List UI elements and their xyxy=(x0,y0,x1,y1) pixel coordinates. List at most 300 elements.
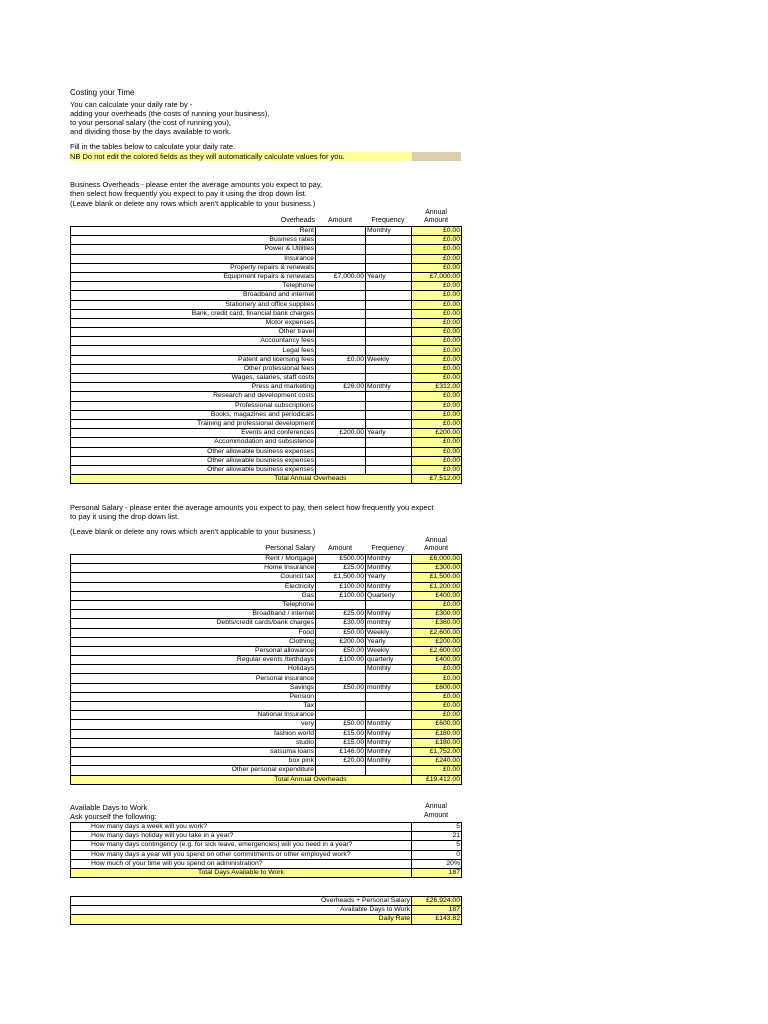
row-label: Research and development costs xyxy=(71,392,316,401)
row-label: Electricity xyxy=(71,582,316,591)
total-row xyxy=(71,475,462,484)
table-row xyxy=(71,674,462,683)
row-label: Other allowable business expenses xyxy=(71,456,316,465)
annual-amount: £300.00 xyxy=(412,564,462,573)
table-row xyxy=(71,619,462,628)
total-row xyxy=(71,868,462,877)
fill-in-instruction: Fill in the tables below to calculate your daily rate. xyxy=(70,142,236,151)
summary-value: 187 xyxy=(412,906,462,915)
frequency-select[interactable]: Monthly xyxy=(366,738,412,747)
amount-input[interactable] xyxy=(316,263,366,272)
frequency-select[interactable] xyxy=(366,766,412,775)
frequency-select[interactable]: Monthly xyxy=(366,227,412,236)
amount-input[interactable]: £100.00 xyxy=(316,591,366,600)
frequency-select[interactable]: Yearly xyxy=(366,429,412,438)
row-label: Personal allowance xyxy=(71,646,316,655)
frequency-select[interactable] xyxy=(366,692,412,701)
amount-input[interactable] xyxy=(316,364,366,373)
amount-input[interactable]: £100.00 xyxy=(316,656,366,665)
frequency-select[interactable]: quarterly xyxy=(366,656,412,665)
amount-input[interactable]: £25.00 xyxy=(316,610,366,619)
amount-input[interactable] xyxy=(316,665,366,674)
nb-note-text: NB Do not edit the colored fields as they will automatically calculate values for you. xyxy=(70,152,345,161)
total-value: £7,512.00 xyxy=(412,475,462,484)
annual-amount: £1,500.00 xyxy=(412,573,462,582)
amount-input[interactable] xyxy=(316,291,366,300)
annual-amount: £0.00 xyxy=(412,300,462,309)
row-label: Business rates xyxy=(71,236,316,245)
annual-amount: £0.00 xyxy=(412,328,462,337)
frequency-select[interactable]: Weekly xyxy=(366,628,412,637)
overheads-header-annual: Annual xyxy=(425,209,447,216)
table-row xyxy=(71,383,462,392)
annual-amount: £0.00 xyxy=(412,674,462,683)
table-row xyxy=(71,665,462,674)
annual-amount: £0.00 xyxy=(412,600,462,609)
row-label: Accommodation and subsistence xyxy=(71,438,316,447)
amount-input[interactable] xyxy=(316,766,366,775)
table-row xyxy=(71,392,462,401)
table-row xyxy=(71,236,462,245)
amount-input[interactable] xyxy=(316,236,366,245)
row-label: Bank, credit card, financial bank charges xyxy=(71,309,316,318)
table-row xyxy=(71,720,462,729)
amount-input[interactable] xyxy=(316,674,366,683)
annual-amount: £0.00 xyxy=(412,702,462,711)
amount-input[interactable]: £200.00 xyxy=(316,429,366,438)
table-row xyxy=(71,254,462,263)
overheads-intro: Business Overheads - please enter the average amounts you expect to pay, xyxy=(70,180,323,189)
frequency-select[interactable] xyxy=(366,263,412,272)
row-label: Legal fees xyxy=(71,346,316,355)
days-table xyxy=(70,822,462,878)
row-label: Telephone xyxy=(71,600,316,609)
annual-amount: £1,752.00 xyxy=(412,747,462,756)
amount-input[interactable] xyxy=(316,282,366,291)
row-label: studio xyxy=(71,738,316,747)
row-label: Property repairs & renewals xyxy=(71,263,316,272)
table-row xyxy=(71,656,462,665)
frequency-select[interactable] xyxy=(366,300,412,309)
total-label: Total Annual Overheads xyxy=(71,775,412,784)
row-label: Wages, salaries, staff costs xyxy=(71,374,316,383)
table-row xyxy=(71,582,462,591)
amount-input[interactable]: £20.00 xyxy=(316,757,366,766)
row-label: Clothing xyxy=(71,637,316,646)
frequency-select[interactable]: Monthly xyxy=(366,757,412,766)
frequency-select[interactable] xyxy=(366,711,412,720)
frequency-select[interactable]: Monthly xyxy=(366,555,412,564)
table-row xyxy=(71,573,462,582)
frequency-select[interactable] xyxy=(366,236,412,245)
row-label: Home Insurance xyxy=(71,564,316,573)
table-row xyxy=(71,419,462,428)
salary-table xyxy=(70,554,462,785)
amount-input[interactable] xyxy=(316,465,366,474)
annual-amount: £0.00 xyxy=(412,692,462,701)
summary-value: £26,924.00 xyxy=(412,897,462,906)
table-row xyxy=(71,747,462,756)
frequency-select[interactable]: Yearly xyxy=(366,272,412,281)
amount-input[interactable]: £200.00 xyxy=(316,637,366,646)
table-row xyxy=(71,227,462,236)
annual-amount: £0.00 xyxy=(412,392,462,401)
summary-table xyxy=(70,896,462,925)
table-row xyxy=(71,465,462,474)
row-label: Rent xyxy=(71,227,316,236)
row-label: Savings xyxy=(71,683,316,692)
summary-label: Overheads + Personal Salary xyxy=(71,897,412,906)
annual-amount: £0.00 xyxy=(412,355,462,364)
days-input[interactable]: 0 xyxy=(412,850,462,859)
annual-amount: £0.00 xyxy=(412,337,462,346)
annual-amount: £1,200.00 xyxy=(412,582,462,591)
annual-amount: £200.00 xyxy=(412,637,462,646)
table-row xyxy=(71,447,462,456)
frequency-select[interactable] xyxy=(366,419,412,428)
amount-input[interactable]: £0.00 xyxy=(316,355,366,364)
annual-amount: £300.00 xyxy=(412,610,462,619)
table-row xyxy=(71,438,462,447)
row-label: fashion world xyxy=(71,729,316,738)
amount-input[interactable]: £50.00 xyxy=(316,646,366,655)
annual-amount: £0.00 xyxy=(412,346,462,355)
table-row xyxy=(71,346,462,355)
table-row xyxy=(71,318,462,327)
frequency-select[interactable]: monthly xyxy=(366,619,412,628)
salary-header-label: Personal Salary xyxy=(265,545,315,552)
frequency-select[interactable] xyxy=(366,392,412,401)
page-title: Costing your Time xyxy=(70,88,135,97)
row-label: Patent and licensing fees xyxy=(71,355,316,364)
amount-input[interactable] xyxy=(316,447,366,456)
row-label: Other personal expenditure xyxy=(71,766,316,775)
annual-amount: £0.00 xyxy=(412,766,462,775)
row-label: Training and professional development xyxy=(71,419,316,428)
amount-input[interactable]: £30.00 xyxy=(316,619,366,628)
table-row xyxy=(71,374,462,383)
amount-input[interactable] xyxy=(316,600,366,609)
row-label: Other professional fees xyxy=(71,364,316,373)
annual-amount: £7,000.00 xyxy=(412,272,462,281)
row-label: Broadband / internet xyxy=(71,610,316,619)
amount-input[interactable]: £15.00 xyxy=(316,738,366,747)
row-label: Books, magazines and periodicals xyxy=(71,410,316,419)
table-row xyxy=(71,738,462,747)
row-label: Regular events /birthdays xyxy=(71,656,316,665)
annual-amount: £0.00 xyxy=(412,309,462,318)
intro-line: and dividing those by the days available to work. xyxy=(70,127,231,136)
table-row xyxy=(71,683,462,692)
amount-input[interactable] xyxy=(316,300,366,309)
frequency-select[interactable] xyxy=(366,456,412,465)
daily-rate-value: £143.82 xyxy=(412,915,462,924)
row-label: Personal insurance xyxy=(71,674,316,683)
amount-input[interactable]: £50.00 xyxy=(316,628,366,637)
annual-amount: £0.00 xyxy=(412,711,462,720)
question-label: How much of your time will you spend on administration? xyxy=(71,859,412,868)
amount-input[interactable] xyxy=(316,419,366,428)
amount-input[interactable] xyxy=(316,227,366,236)
summary-row xyxy=(71,897,462,906)
row-label: Motor expenses xyxy=(71,318,316,327)
frequency-select[interactable] xyxy=(366,600,412,609)
frequency-select[interactable] xyxy=(366,364,412,373)
frequency-select[interactable]: Yearly xyxy=(366,637,412,646)
annual-amount: £0.00 xyxy=(412,374,462,383)
amount-input[interactable] xyxy=(316,410,366,419)
amount-input[interactable]: £15.00 xyxy=(316,729,366,738)
row-label: Rent / Mortgage xyxy=(71,555,316,564)
row-label: very xyxy=(71,720,316,729)
amount-input[interactable] xyxy=(316,711,366,720)
total-row xyxy=(71,775,462,784)
amount-input[interactable]: £1,500.00 xyxy=(316,573,366,582)
annual-amount: £200.00 xyxy=(412,429,462,438)
overheads-table xyxy=(70,226,462,484)
amount-input[interactable]: £146.00 xyxy=(316,747,366,756)
frequency-select[interactable]: Monthly xyxy=(366,383,412,392)
frequency-select[interactable]: Weekly xyxy=(366,646,412,655)
amount-input[interactable] xyxy=(316,438,366,447)
annual-amount: £0.00 xyxy=(412,245,462,254)
table-row xyxy=(71,591,462,600)
annual-amount: £600.00 xyxy=(412,720,462,729)
frequency-select[interactable] xyxy=(366,374,412,383)
table-row xyxy=(71,309,462,318)
amount-input[interactable] xyxy=(316,318,366,327)
frequency-select[interactable]: Monthly xyxy=(366,729,412,738)
intro-line: You can calculate your daily rate by - xyxy=(70,100,193,109)
row-label: Broadband and internet xyxy=(71,291,316,300)
amount-input[interactable] xyxy=(316,309,366,318)
amount-input[interactable] xyxy=(316,337,366,346)
amount-input[interactable] xyxy=(316,456,366,465)
overheads-header-frequency: Frequency xyxy=(371,217,405,224)
annual-amount: £0.00 xyxy=(412,318,462,327)
annual-amount: £6,000.00 xyxy=(412,555,462,564)
frequency-select[interactable]: Monthly xyxy=(366,665,412,674)
annual-amount: £400.00 xyxy=(412,656,462,665)
row-label: Tax xyxy=(71,702,316,711)
table-row xyxy=(71,300,462,309)
row-label: Holidays xyxy=(71,665,316,674)
frequency-select[interactable]: Yearly xyxy=(366,573,412,582)
salary-intro: to pay it using the drop down list. xyxy=(70,512,180,521)
row-label: Equipment repairs & renewals xyxy=(71,272,316,281)
amount-input[interactable]: £50.00 xyxy=(316,720,366,729)
amount-input[interactable]: £26.00 xyxy=(316,383,366,392)
row-label: Pension xyxy=(71,692,316,701)
frequency-select[interactable]: monthly xyxy=(366,683,412,692)
frequency-select[interactable]: Monthly xyxy=(366,564,412,573)
table-row xyxy=(71,429,462,438)
intro-line: to your personal salary (the cost of running you), xyxy=(70,118,231,127)
table-row xyxy=(71,282,462,291)
row-label: Other allowable business expenses xyxy=(71,447,316,456)
days-input[interactable]: 20% xyxy=(412,859,462,868)
overheads-header-amount: Amount xyxy=(327,217,353,224)
annual-amount: £0.00 xyxy=(412,291,462,300)
frequency-select[interactable] xyxy=(366,318,412,327)
row-label: Press and marketing xyxy=(71,383,316,392)
annual-amount: £0.00 xyxy=(412,447,462,456)
table-row xyxy=(71,711,462,720)
frequency-select[interactable]: Monthly xyxy=(366,720,412,729)
frequency-select[interactable] xyxy=(366,674,412,683)
overheads-intro: then select how frequently you expect to pay it using the drop down list. xyxy=(70,189,307,198)
amount-input[interactable] xyxy=(316,401,366,410)
question-label: How many days a week will you work? xyxy=(71,823,412,832)
row-label: satsuma loans xyxy=(71,747,316,756)
amount-input[interactable]: £7,000.00 xyxy=(316,272,366,281)
frequency-select[interactable]: Quarterly xyxy=(366,591,412,600)
row-label: Accountancy fees xyxy=(71,337,316,346)
frequency-select[interactable] xyxy=(366,254,412,263)
annual-amount: £400.00 xyxy=(412,591,462,600)
overheads-header-label: Overheads xyxy=(280,217,315,224)
row-label: Telephone xyxy=(71,282,316,291)
frequency-select[interactable] xyxy=(366,465,412,474)
amount-input[interactable]: £25.00 xyxy=(316,564,366,573)
annual-amount: £0.00 xyxy=(412,364,462,373)
frequency-select[interactable] xyxy=(366,337,412,346)
days-header-annual-2: Amount xyxy=(423,812,449,819)
frequency-select[interactable] xyxy=(366,401,412,410)
frequency-select[interactable]: Monthly xyxy=(366,582,412,591)
question-label: How many days holiday will you take in a year? xyxy=(71,832,412,841)
annual-amount: £0.00 xyxy=(412,456,462,465)
frequency-select[interactable] xyxy=(366,447,412,456)
row-label: Other allowable business expenses xyxy=(71,465,316,474)
amount-input[interactable] xyxy=(316,702,366,711)
row-label: Debts/credit cards/bank charges xyxy=(71,619,316,628)
row-label: National Insurance xyxy=(71,711,316,720)
amount-input[interactable] xyxy=(316,346,366,355)
total-label: Total Annual Overheads xyxy=(71,475,412,484)
amount-input[interactable] xyxy=(316,374,366,383)
annual-amount: £2,600.00 xyxy=(412,646,462,655)
amount-input[interactable] xyxy=(316,692,366,701)
annual-amount: £0.00 xyxy=(412,236,462,245)
annual-amount: £0.00 xyxy=(412,282,462,291)
frequency-select[interactable] xyxy=(366,245,412,254)
frequency-select[interactable] xyxy=(366,702,412,711)
annual-amount: £312.00 xyxy=(412,383,462,392)
table-row xyxy=(71,628,462,637)
annual-amount: £0.00 xyxy=(412,401,462,410)
frequency-select[interactable] xyxy=(366,282,412,291)
salary-header-amount: Amount xyxy=(327,545,353,552)
frequency-select[interactable]: Weekly xyxy=(366,355,412,364)
table-row xyxy=(71,850,462,859)
frequency-select[interactable] xyxy=(366,410,412,419)
annual-amount: £240.00 xyxy=(412,757,462,766)
frequency-select[interactable]: Monthly xyxy=(366,610,412,619)
amount-input[interactable] xyxy=(316,254,366,263)
frequency-select[interactable] xyxy=(366,438,412,447)
table-row xyxy=(71,832,462,841)
annual-amount: £0.00 xyxy=(412,263,462,272)
amount-input[interactable]: £100.00 xyxy=(316,582,366,591)
table-row xyxy=(71,456,462,465)
table-row xyxy=(71,564,462,573)
table-row xyxy=(71,410,462,419)
frequency-select[interactable] xyxy=(366,328,412,337)
table-row xyxy=(71,729,462,738)
row-label: Events and conferences xyxy=(71,429,316,438)
annual-amount: £0.00 xyxy=(412,254,462,263)
row-label: Stationery and office supplies xyxy=(71,300,316,309)
table-row xyxy=(71,401,462,410)
days-input[interactable]: 5 xyxy=(412,823,462,832)
frequency-select[interactable] xyxy=(366,309,412,318)
salary-intro: (Leave blank or delete any rows which aren't applicable to your business.) xyxy=(70,527,316,536)
days-input[interactable]: 21 xyxy=(412,832,462,841)
row-label: Food xyxy=(71,628,316,637)
annual-amount: £180.00 xyxy=(412,729,462,738)
table-row xyxy=(71,646,462,655)
amount-input[interactable]: £50.00 xyxy=(316,683,366,692)
annual-amount: £0.00 xyxy=(412,465,462,474)
table-row xyxy=(71,328,462,337)
table-row xyxy=(71,272,462,281)
intro-line: adding your overheads (the costs of running your business), xyxy=(70,109,270,118)
annual-amount: £2,600.00 xyxy=(412,628,462,637)
table-row xyxy=(71,555,462,564)
annual-amount: £0.00 xyxy=(412,665,462,674)
table-row xyxy=(71,600,462,609)
frequency-select[interactable]: Monthly xyxy=(366,747,412,756)
frequency-select[interactable] xyxy=(366,346,412,355)
table-row xyxy=(71,766,462,775)
annual-amount: £360.00 xyxy=(412,619,462,628)
days-input[interactable]: 5 xyxy=(412,841,462,850)
question-label: How many days a year will you spend on other commitments or other employed work? xyxy=(71,850,412,859)
amount-input[interactable]: £500.00 xyxy=(316,555,366,564)
amount-input[interactable] xyxy=(316,328,366,337)
row-label: box pink xyxy=(71,757,316,766)
nb-note xyxy=(70,152,460,161)
row-label: Insurance xyxy=(71,254,316,263)
annual-amount: £0.00 xyxy=(412,410,462,419)
total-value: £19,412.00 xyxy=(412,775,462,784)
salary-header-frequency: Frequency xyxy=(371,545,405,552)
amount-input[interactable] xyxy=(316,245,366,254)
row-label: Other travel xyxy=(71,328,316,337)
frequency-select[interactable] xyxy=(366,291,412,300)
table-row xyxy=(71,692,462,701)
nb-note-swatch xyxy=(412,152,461,161)
row-label: Power & Utilities xyxy=(71,245,316,254)
amount-input[interactable] xyxy=(316,392,366,401)
row-label: Professional subscriptions xyxy=(71,401,316,410)
table-row xyxy=(71,355,462,364)
table-row xyxy=(71,263,462,272)
table-row xyxy=(71,823,462,832)
table-row xyxy=(71,702,462,711)
annual-amount: £180.00 xyxy=(412,738,462,747)
table-row xyxy=(71,859,462,868)
overheads-intro: (Leave blank or delete any rows which aren't applicable to your business.) xyxy=(70,199,316,208)
table-row xyxy=(71,291,462,300)
annual-amount: £0.00 xyxy=(412,438,462,447)
days-title: Available Days to Work xyxy=(70,803,148,812)
table-row xyxy=(71,757,462,766)
table-row xyxy=(71,841,462,850)
summary-label: Available Days to Work xyxy=(71,906,412,915)
salary-header-annual-2: Amount xyxy=(423,545,449,552)
